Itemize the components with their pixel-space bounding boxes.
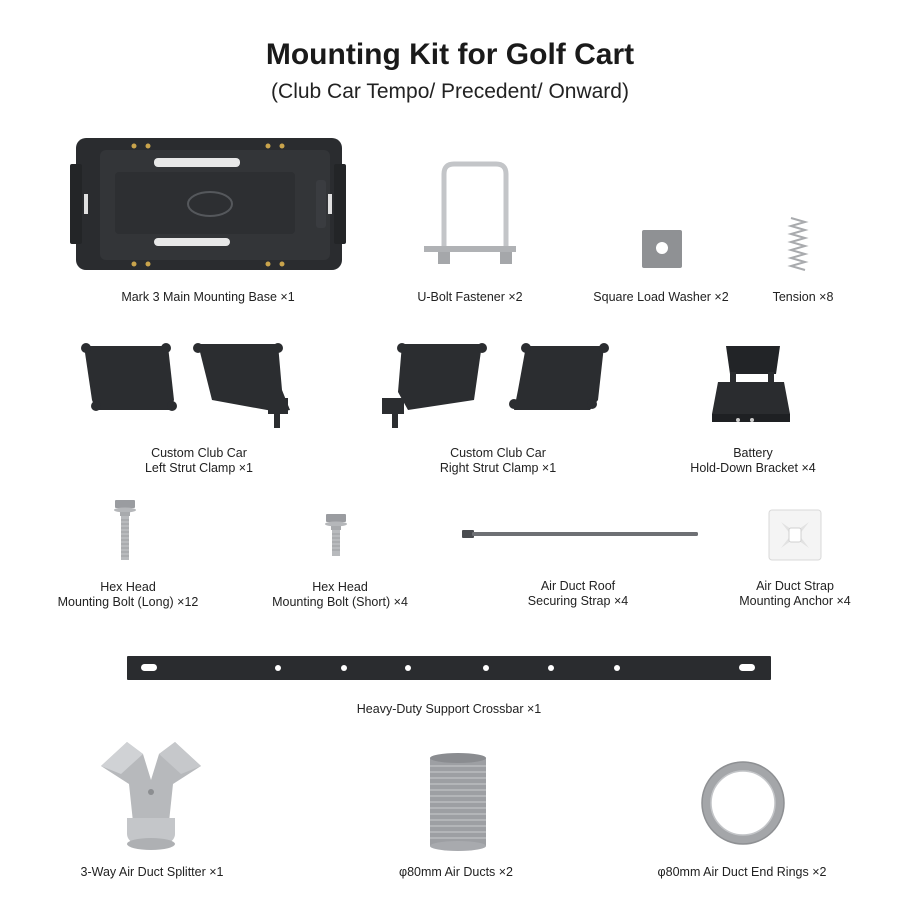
rings-label: φ80mm Air Duct End Rings ×2	[657, 865, 827, 879]
left-clamp-label	[99, 446, 299, 476]
strut-clamp-icon	[378, 340, 614, 432]
washer-label: Square Load Washer ×2	[593, 290, 729, 304]
base-label: Mark 3 Main Mounting Base ×1	[121, 290, 295, 304]
bolt-icon	[112, 498, 138, 562]
tension-label: Tension ×8	[772, 290, 834, 304]
cable-tie-icon	[460, 528, 700, 540]
y-splitter-icon	[97, 740, 205, 852]
page-title: Mounting Kit for Golf Cart	[265, 38, 635, 71]
crossbar-icon	[127, 656, 771, 682]
bolt-long-label	[28, 580, 228, 610]
right-clamp-label-line1: Custom Club Car	[450, 446, 546, 460]
end-ring-icon	[700, 760, 786, 846]
left-clamp-label-line1: Custom Club Car	[151, 446, 247, 460]
anchor-label	[695, 579, 895, 609]
strap-label	[478, 579, 678, 609]
ubolt-label: U-Bolt Fastener ×2	[417, 290, 523, 304]
strap-label-line1: Air Duct Roof	[540, 579, 616, 593]
ducts-label: φ80mm Air Ducts ×2	[398, 865, 514, 879]
battery-label-line1: Battery	[733, 446, 773, 460]
right-clamp-label-line2: Right Strut Clamp ×1	[439, 461, 557, 475]
bolt-long-label-line2: Mounting Bolt (Long) ×12	[57, 595, 199, 609]
mounting-base-icon	[70, 136, 346, 274]
page-subtitle: (Club Car Tempo/ Precedent/ Onward)	[271, 80, 629, 103]
bracket-icon	[708, 344, 794, 430]
spring-icon	[788, 216, 808, 272]
anchor-mount-icon	[767, 508, 823, 562]
crossbar-label: Heavy-Duty Support Crossbar ×1	[356, 702, 542, 716]
bolt-short-label-line1: Hex Head	[312, 580, 368, 594]
bolt-long-label-line1: Hex Head	[100, 580, 156, 594]
strap-label-line2: Securing Strap ×4	[527, 594, 629, 608]
bolt-icon	[324, 512, 348, 558]
anchor-label-line2: Mounting Anchor ×4	[739, 594, 851, 608]
strut-clamp-icon	[78, 340, 298, 432]
duct-hose-icon	[426, 752, 490, 852]
battery-label	[653, 446, 853, 476]
splitter-label: 3-Way Air Duct Splitter ×1	[80, 865, 224, 879]
anchor-label-line1: Air Duct Strap	[756, 579, 834, 593]
bolt-short-label-line2: Mounting Bolt (Short) ×4	[272, 595, 408, 609]
left-clamp-label-line2: Left Strut Clamp ×1	[144, 461, 254, 475]
right-clamp-label	[398, 446, 598, 476]
square-washer-icon	[641, 229, 683, 269]
bolt-short-label	[240, 580, 440, 610]
u-bolt-icon	[420, 160, 520, 272]
battery-label-line2: Hold-Down Bracket ×4	[690, 461, 816, 475]
